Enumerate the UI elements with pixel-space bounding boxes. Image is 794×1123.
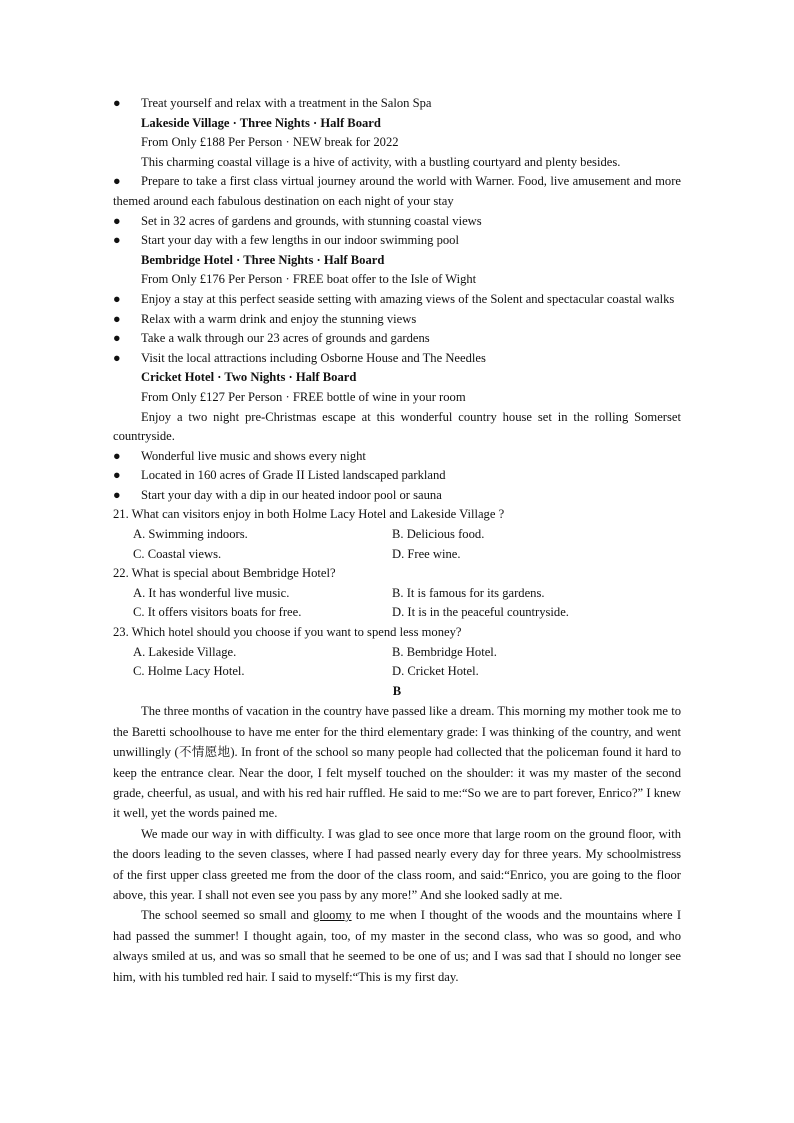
question-21: [113, 505, 681, 564]
lakeside-title: Lakeside Village · Three Nights · Half Board: [141, 115, 381, 130]
list-item: ● Relax with a warm drink and enjoy the stunning views: [113, 310, 681, 330]
bullet-icon: ●: [113, 174, 121, 189]
bembridge-price: From Only £176 Per Person · FREE boat offer to the Isle of Wight: [141, 272, 477, 287]
list-item: ● Set in 32 acres of gardens and grounds, with stunning coastal views: [113, 212, 681, 232]
list-item: ● Treat yourself and relax with a treatment in the Salon Spa: [113, 94, 681, 114]
bullet-icon: ●: [113, 233, 121, 248]
question-22: [113, 564, 681, 623]
bembridge-title: Bembridge Hotel · Three Nights · Half Board: [141, 252, 385, 267]
lakeside-description: This charming coastal village is a hive of activity, with a bustling courtyard and plenty besides.: [141, 154, 621, 169]
option-b: B. Bembridge Hotel.: [392, 644, 497, 659]
option-a: A. Swimming indoors.: [133, 527, 248, 542]
list-item: ● Wonderful live music and shows every night: [113, 447, 681, 467]
cricket-price: From Only £127 Per Person · FREE bottle of wine in your room: [141, 389, 466, 404]
list-item: ● Prepare to take a first class virtual journey around the world with Warner. Food, live amusement and more themed around each fabulous destination on each night of your stay: [113, 174, 681, 208]
bullet-icon: ●: [113, 331, 121, 346]
section-label: B: [392, 683, 402, 698]
list-item: ● Located in 160 acres of Grade II Listed landscaped parkland: [113, 466, 681, 486]
option-b: B. It is famous for its gardens.: [392, 585, 545, 600]
document-content: [113, 94, 681, 987]
question-text: 22. What is special about Bembridge Hotel?: [113, 566, 336, 581]
cricket-description: Enjoy a two night pre-Christmas escape at this wonderful country house set in the rolling Somerset countryside.: [113, 409, 681, 444]
question-23: [113, 623, 681, 682]
option-d: D. Free wine.: [392, 546, 461, 561]
bullet-icon: ●: [113, 213, 121, 228]
bullet-icon: ●: [113, 487, 121, 502]
option-b: B. Delicious food.: [392, 527, 485, 542]
list-item: ● Enjoy a stay at this perfect seaside setting with amazing views of the Solent and spectacular coastal walks: [113, 290, 681, 310]
bullet-icon: ●: [113, 468, 121, 483]
bullet-icon: ●: [113, 350, 121, 365]
option-c: C. Holme Lacy Hotel.: [133, 664, 245, 679]
list-item: ● Visit the local attractions including Osborne House and The Needles: [113, 349, 681, 369]
question-text: 23. Which hotel should you choose if you want to spend less money?: [113, 625, 462, 640]
bullet-icon: ●: [113, 96, 121, 110]
list-item: ● Start your day with a dip in our heated indoor pool or sauna: [113, 486, 681, 506]
passage-paragraph-3: The school seemed so small and gloomy to me when I thought of the woods and the mountains where I had passed the summer! I thought again, too, of my master in the second class, who was so good, and who always smiled at us, and was so small that he seemed to be one of us; and I was sad that I should no longer see him, with his tumbled red hair. I said to myself:“This is my first day.: [113, 908, 682, 984]
underlined-word: gloomy: [313, 908, 352, 923]
bullet-icon: ●: [113, 311, 121, 326]
bullet-icon: ●: [113, 291, 121, 306]
option-a: A. Lakeside Village.: [133, 644, 237, 659]
option-d: D. Cricket Hotel.: [392, 664, 479, 679]
option-c: C. It offers visitors boats for free.: [133, 605, 302, 620]
passage-paragraph-2: We made our way in with difficulty. I was glad to see once more that large room on the ground floor, with the doors leading to the seven classes, where I had passed nearly every day for three years. My schoolmistress of the first upper class greeted me from the door of the class room, and said:“Enrico, you are going to the floor above, this year. I shall not even see you pass by any more!” And she looked sadly at me.: [113, 826, 681, 903]
list-item: ● Take a walk through our 23 acres of grounds and gardens: [113, 329, 681, 349]
lakeside-price: From Only £188 Per Person · NEW break for 2022: [141, 135, 399, 150]
passage-paragraph-1: The three months of vacation in the country have passed like a dream. This morning my mother took me to the Baretti schoolhouse to have me enter for the third elementary grade: I was thinking of the country, and went unwillingly (不情愿地). In front of the school so many people had collected that the policeman found it hard to keep the entrance clear. Near the door, I felt myself touched on the shoulder: it was my master of the second grade, cheerful, as usual, and with his red hair ruffled. He said to me:“So we are to part forever, Enrico?” I knew it well, yet the words pained me.: [113, 704, 681, 821]
cricket-title: Cricket Hotel · Two Nights · Half Board: [141, 370, 357, 385]
question-text: 21. What can visitors enjoy in both Holme Lacy Hotel and Lakeside Village ?: [113, 507, 505, 522]
bullet-icon: ●: [113, 448, 121, 463]
option-d: D. It is in the peaceful countryside.: [392, 605, 569, 620]
list-item: ● Start your day with a few lengths in our indoor swimming pool: [113, 231, 681, 251]
option-c: C. Coastal views.: [133, 546, 222, 561]
option-a: A. It has wonderful live music.: [133, 585, 290, 600]
